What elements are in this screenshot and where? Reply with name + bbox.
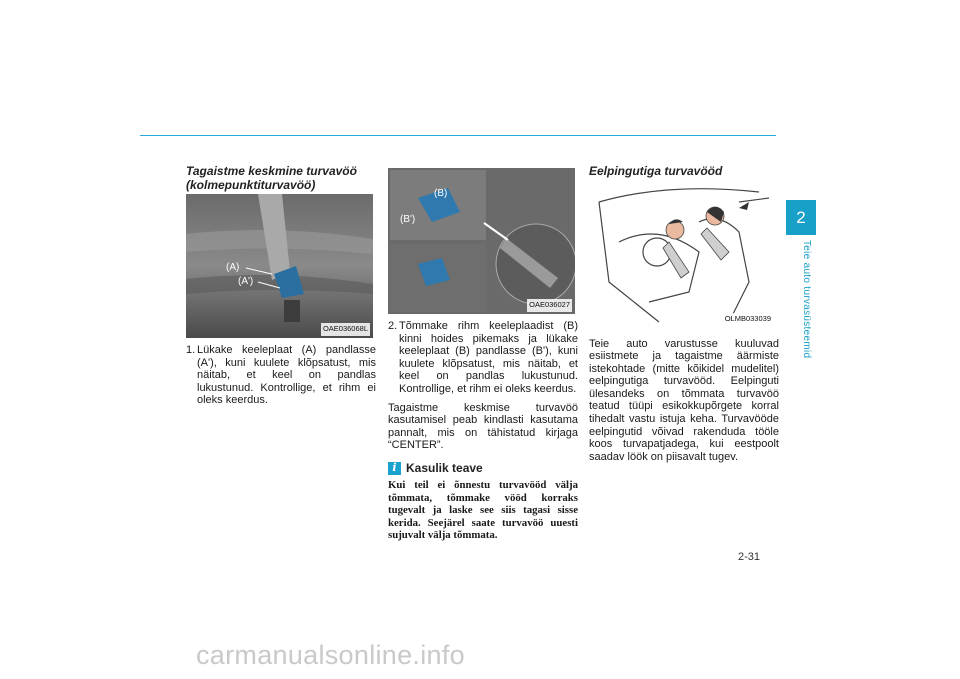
column-3 [589,165,779,463]
illustration-pretensioner [589,182,776,328]
step-text: Lükake keeleplaat (A) pandlasse (A'), kuni kuulete klõpsatust, mis näitab, et keel on pandlas lukustunud. Kontrollige, et rihm ei oleks keerdus. [197,344,376,407]
chapter-number: 2 [796,207,806,227]
photo-center-buckle [186,194,373,338]
header-rule [140,135,776,136]
chapter-title: Teie auto turvasüsteemid [801,240,812,359]
image-code: OAE036068L [321,323,370,336]
step-number: 2. [388,320,398,332]
step-number: 1. [186,344,196,356]
info-icon: i [388,462,401,475]
cabin-line-drawing [589,182,776,328]
chapter-number-tab [786,200,816,235]
info-text: Kui teil ei õnnestu turvavööd välja tõmmata, tõmmake vööd korraks tugevalt ja laske see siis tagasi sisse kerida. Seejärel saate turvavöö uuesti sujuvalt välja tõmmata. [388,478,578,542]
image-code: OAE036027 [527,299,572,312]
step-1 [186,344,376,407]
page-number: 2-31 [738,551,761,563]
step-text: Tõmmake rihm keeleplaadist (B) kinni hoides pikemaks ja lükake keeleplaat (B) pandlasse (B'), kuni kuulete klõpsatust, mis näitab, et keel on pandlas lukustunud. Kontrollige, et rihm ei oleks keerdus. [399,320,578,395]
buckle-illustration [186,194,373,338]
label-b: (B) [434,188,448,199]
image-code: OLMB033039 [723,313,773,326]
step-2 [388,320,578,396]
column-2 [388,165,578,542]
watermark: carmanualsonline.info [196,640,465,670]
info-title: Kasulik teave [406,461,483,476]
center-buckle-paragraph: Tagaistme keskmise turvavöö kasutamisel peab kindlasti kasutama pannalt, mis on tähistatud kirjaga “CENTER”. [388,401,578,452]
photo-belt-tongue [388,168,575,314]
pretensioner-paragraph: Teie auto varustusse kuuluvad esiistmete ja tagaistme äärmiste istekohtade (mitte kõikidel mudelitel) eelpingutiga turvavööd. Eelpinguti ülesandeks on tõmmata turvavöö teatud tüüpi esikokkupõrgete korral tihedalt vastu istuja keha. Turvavööde eelpingutid võivad rakenduda tööle koos turvapatjadega, kui eestpoolt saadav löök on piisavalt tugev. [589,337,779,463]
info-header [388,462,578,475]
label-a: (A) [226,262,240,273]
section-heading-pretensioner: Eelpingutiga turvavööd [589,164,723,178]
tongue-illustration [388,168,575,314]
label-a-prime: (A') [238,276,254,287]
column-1 [186,165,376,407]
section-heading-rear-center-belt: Tagaistme keskmine turvavöö (kolmepunktiturvavöö) [186,164,357,192]
label-b-prime: (B') [400,214,416,225]
